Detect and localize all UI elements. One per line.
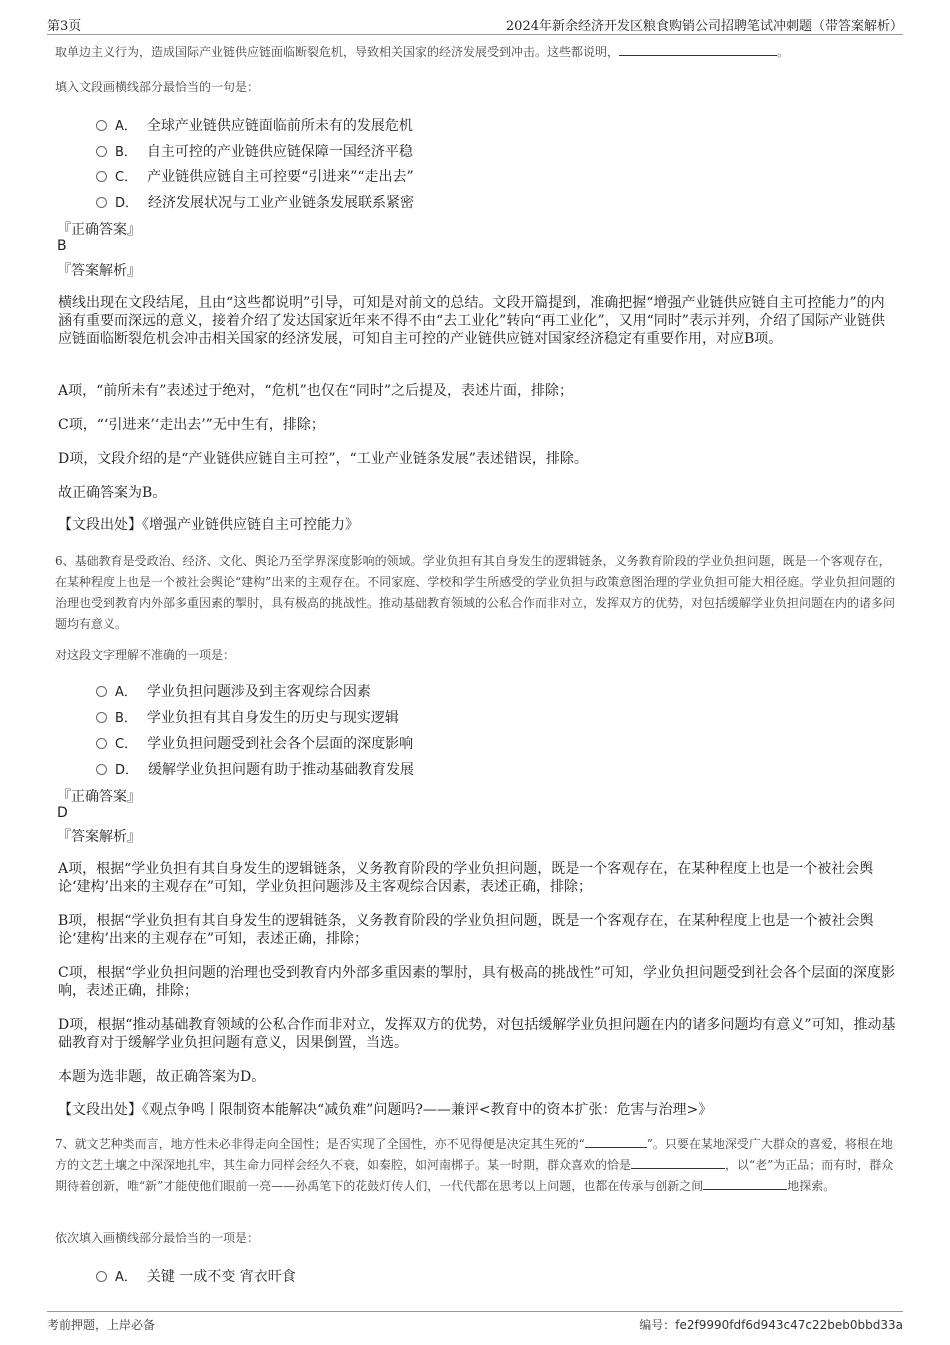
- q7-option-a[interactable]: A． 关键 一成不变 宵衣旰食: [96, 1266, 296, 1286]
- q6-analysis-a: A项，根据“学业负担有其自身发生的逻辑链条，义务教育阶段的学业负担问题，既是一个客观存在，在某种程度上也是一个被社会舆论‘建构’出来的主观存在”可知，学业负担问题涉及主客观综合因素，表述正确，排除；: [58, 861, 874, 895]
- q7-prompt: 依次填入画横线部分最恰当的一项是：: [55, 1231, 260, 1245]
- radio-icon[interactable]: [96, 197, 107, 208]
- q5-analysis-c: C项，“‘引进来’‘走出去’”无中生有，排除；: [58, 417, 325, 433]
- q6-prompt: 对这段文字理解不准确的一项是：: [55, 648, 236, 662]
- page-number: 第3页: [47, 19, 82, 34]
- q6-option-a[interactable]: A． 学业负担问题涉及到主客观综合因素: [96, 681, 371, 701]
- answer-blank-1: [585, 1135, 647, 1148]
- q6-option-d[interactable]: D． 缓解学业负担问题有助于推动基础教育发展: [96, 759, 414, 779]
- q5-conclusion: 故正确答案为B。: [58, 485, 167, 501]
- q5-analysis-a: A项，“前所未有”表述过于绝对，“危机”也仅在“同时”之后提及，表述片面，排除；: [58, 383, 574, 399]
- radio-icon[interactable]: [96, 738, 107, 749]
- q5-option-d[interactable]: D． 经济发展状况与工业产业链条发展联系紧密: [96, 192, 414, 212]
- radio-icon[interactable]: [96, 1271, 107, 1282]
- document-title: 2024年新余经济开发区粮食购销公司招聘笔试冲刺题（带答案解析）: [505, 19, 903, 34]
- q5-option-c[interactable]: C． 产业链供应链自主可控要“引进来”“走出去”: [96, 166, 414, 186]
- q5-stem-tail: 取单边主义行为，造成国际产业链供应链面临断裂危机，导致相关国家的经济发展受到冲击。这些都说明， 。: [55, 45, 790, 59]
- radio-icon[interactable]: [96, 712, 107, 723]
- q6-stem: 6、基础教育是受政治、经济、文化、舆论乃至学界深度影响的领域。学业负担有其自身发生的逻辑链条，义务教育阶段的学业负担问题，既是一个客观存在，在某种程度上也是一个被社会舆论“建构”出来的主观存在。不同家庭、学校和学生所感受的学业负担与政策意图治理的学业负担可能大相径庭。学业负担问题的治理也受到教育内外部多重因素的掣肘，具有极高的挑战性。推动基础教育领域的公私合作而非对立，发挥双方的优势，对包括缓解学业负担问题在内的诸多问题均有意义。: [55, 554, 896, 631]
- answer-blank-3: [703, 1177, 787, 1190]
- q6-analysis-c: C项，根据“学业负担问题的治理也受到教育内外部多重因素的掣肘，具有极高的挑战性”可知，学业负担问题受到社会各个层面的深度影响，表述正确，排除；: [58, 965, 896, 999]
- answer-blank: [619, 43, 777, 56]
- q5-analysis-main: 横线出现在文段结尾，且由“这些都说明”引导，可知是对前文的总结。文段开篇提到，准确把握“增强产业链供应链自主可控能力”的内涵有重要而深远的意义，接着介绍了发达国家近年来不得不由“去工业化”转向“再工业化”，又用“同时”表示并列，介绍了国际产业链供应链面临断裂危机会冲击相关国家的经济发展，可知自主可控的产业链供应链对国家经济稳定有重要作用，对应B项。: [58, 295, 885, 347]
- answer-blank-2: [631, 1156, 725, 1169]
- radio-icon[interactable]: [96, 146, 107, 157]
- q6-answer-label: 『正确答案』: [57, 789, 141, 805]
- radio-icon[interactable]: [96, 171, 107, 182]
- q5-option-a[interactable]: A． 全球产业链供应链面临前所未有的发展危机: [96, 115, 413, 135]
- page-header: [47, 14, 903, 35]
- page-footer: [47, 1311, 903, 1338]
- q5-option-b[interactable]: B． 自主可控的产业链供应链保障一国经济平稳: [96, 141, 413, 161]
- q6-conclusion: 本题为选非题，故正确答案为D。: [58, 1069, 266, 1085]
- q6-analysis-label: 『答案解析』: [57, 829, 141, 845]
- q7-stem: 7、就文艺种类而言，地方性未必非得走向全国性；是否实现了全国性，亦不见得便是决定其生死的“ ”。只要在某地深受广大群众的喜爱，将根在地方的文艺土壤之中深深地扎牢，其生命力同样会经久不衰，如秦腔，如河南梆子。某一时期，群众喜欢的恰是 ，以“老”为正品；而有时，群众期待着创新，唯“新”才能使他们眼前一亮——孙禹笔下的花鼓灯传人们，一代代都在思考以上问题，也都在传承与创新之间 地探索。: [55, 1137, 894, 1193]
- footer-slogan: 考前押题，上岸必备: [47, 1318, 156, 1332]
- q6-option-c[interactable]: C． 学业负担问题受到社会各个层面的深度影响: [96, 733, 413, 753]
- q6-option-b[interactable]: B． 学业负担有其自身发生的历史与现实逻辑: [96, 707, 399, 727]
- q5-analysis-d: D项，文段介绍的是“产业链供应链自主可控”，“工业产业链条发展”表述错误，排除。: [58, 451, 588, 467]
- q5-analysis-label: 『答案解析』: [57, 263, 141, 279]
- q5-answer: B: [57, 238, 67, 254]
- q6-analysis-b: B项，根据“学业负担有其自身发生的逻辑链条，义务教育阶段的学业负担问题，既是一个客观存在，在某种程度上也是一个被社会舆论‘建构’出来的主观存在”可知，表述正确，排除；: [58, 913, 874, 947]
- q6-source: 【文段出处】《观点争鸣丨限制资本能解决“减负难”问题吗?——兼评<教育中的资本扩张：危害与治理>》: [58, 1102, 713, 1118]
- radio-icon[interactable]: [96, 764, 107, 775]
- q5-answer-label: 『正确答案』: [57, 222, 141, 238]
- q5-prompt: 填入文段画横线部分最恰当的一句是：: [55, 80, 260, 94]
- q6-answer: D: [57, 805, 68, 821]
- radio-icon[interactable]: [96, 120, 107, 131]
- q6-analysis-d: D项，根据“推动基础教育领域的公私合作而非对立，发挥双方的优势，对包括缓解学业负担问题在内的诸多问题均有意义”可知，推动基础教育对于缓解学业负担问题有意义，因果倒置，当选。: [58, 1017, 896, 1051]
- document-id: 编号：fe2f9990fdf6d943c47c22beb0bbd33a: [639, 1318, 903, 1332]
- radio-icon[interactable]: [96, 686, 107, 697]
- q5-source: 【文段出处】《增强产业链供应链自主可控能力》: [58, 517, 359, 533]
